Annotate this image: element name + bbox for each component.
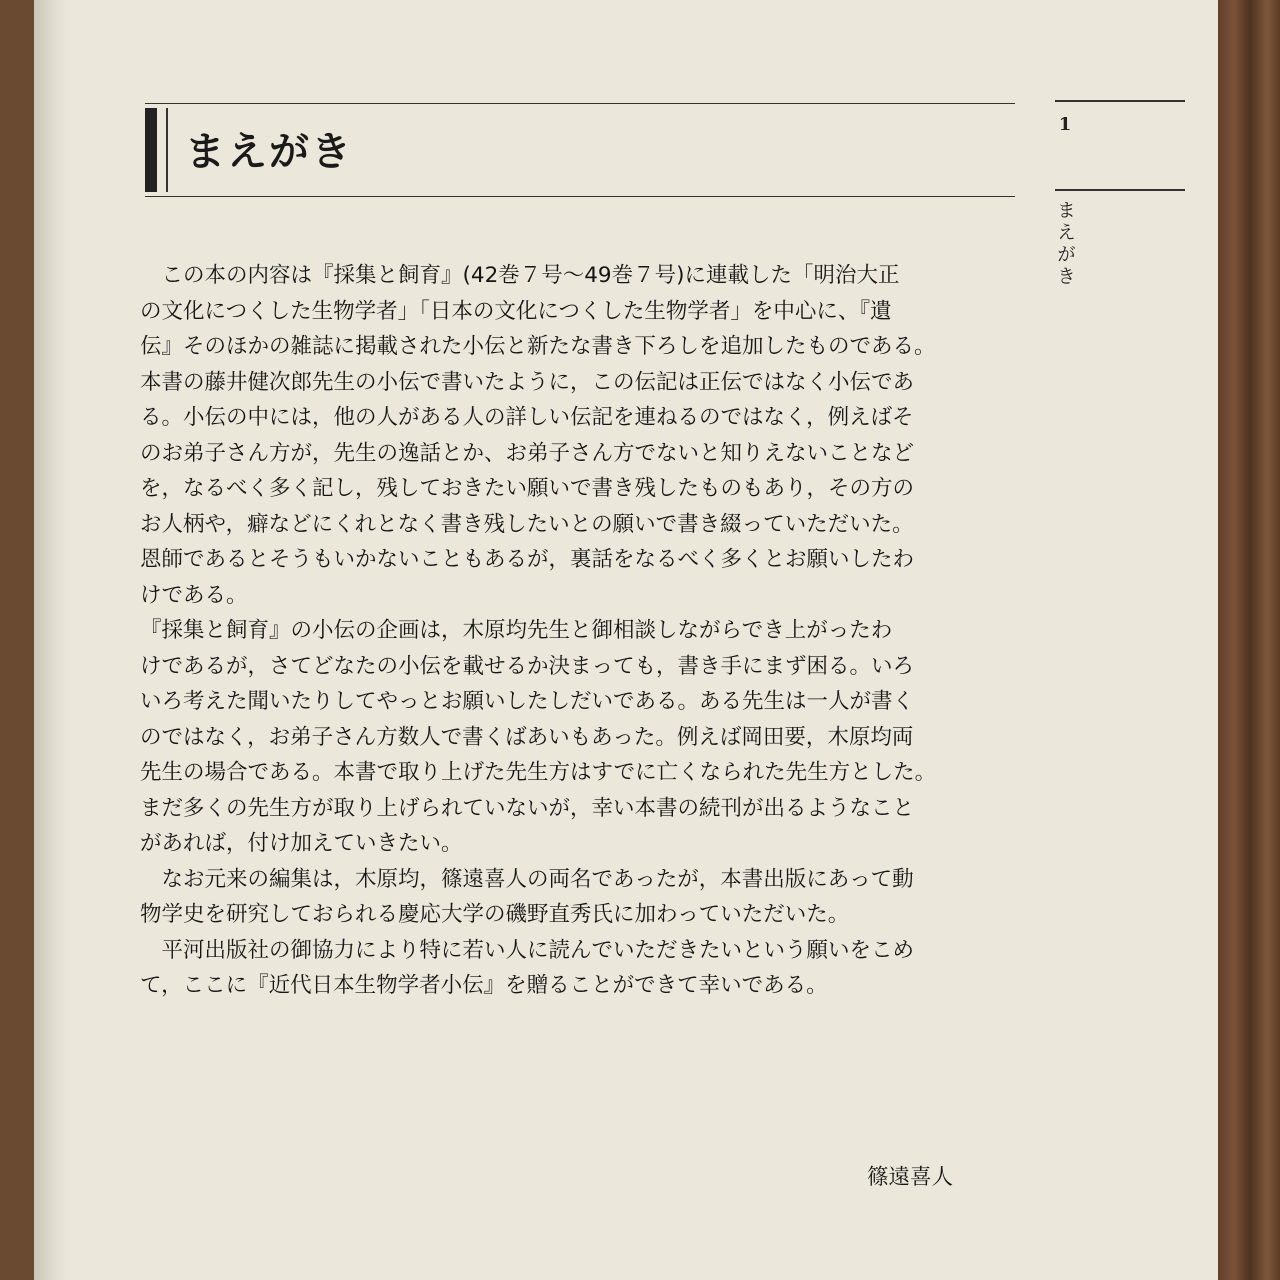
text-line: 『採集と飼育』の小伝の企画は，木原均先生と御相談しながらでき上がったわ [140,618,893,643]
heading-bar [145,108,157,192]
side-tab-middle-rule [1055,189,1185,191]
text-line: お人柄や，癖などにくれとなく書き残したいとの願いで書き綴っていただいた。 [140,511,914,537]
author-name: 篠遠喜人 [867,1165,954,1190]
text-line: て，ここに『近代日本生物学者小伝』を贈ることができて幸いである。 [140,973,828,998]
text-line: 物学史を研究しておられる慶応大学の磯野直秀氏に加わっていただいた。 [140,902,850,927]
text-line: この本の内容は『採集と飼育』(42巻７号～49巻７号)に連載した「明治大正 [140,263,900,288]
page-title: まえがき [185,128,353,175]
text-line: のではなく，お弟子さん方数人で書くばあいもあった。例えば岡田要，木原均両 [140,724,914,750]
side-tab-top-rule [1055,100,1185,102]
text-line: る。小伝の中には，他の人がある人の詳しい伝記を連ねるのではなく，例えばそ [140,405,914,430]
text-line: まだ多くの先生方が取り上げられていないが，幸い本書の続刊が出るようなこと [140,795,915,821]
text-line: 本書の藤井健次郎先生の小伝で書いたように，この伝記は正伝ではなく小伝であ [140,369,915,395]
running-head: まえがき [1054,200,1076,288]
text-line: 平河出版社の御協力により特に若い人に読んでいただきたいという願いをこめ [140,937,915,963]
page-number: 1 [1058,114,1072,135]
body-text [140,258,1020,1004]
wood-background [1214,0,1280,1280]
text-line: の文化につくした生物学者」「日本の文化につくした生物学者」を中心に、『遺 [140,298,892,324]
text-line: けであるが，さてどなたの小伝を載せるか決まっても，書き手にまず困る。いろ [140,653,915,679]
heading-rule [166,108,168,192]
page-gutter-shadow [34,0,70,1280]
text-line: のお弟子さん方が，先生の逸話とか、お弟子さん方でないと知りえないことなど [140,440,915,466]
text-line: けである。 [140,582,248,608]
text-line: なお元来の編集は，木原均，篠遠喜人の両名であったが，本書出版にあって動 [140,866,914,892]
text-line: 恩師であるとそうもいかないこともあるが，裏話をなるべく多くとお願いしたわ [140,547,915,572]
text-line: 先生の場合である。本書で取り上げた先生方はすでに亡くなられた先生方とした。 [140,760,937,785]
text-line: いろ考えた聞いたりしてやっとお願いしたしだいである。ある先生は一人が書く [140,689,915,714]
text-line: があれば，付け加えていきたい。 [140,831,463,856]
text-line: 伝』そのほかの雑誌に掲載された小伝と新たな書き下ろしを追加したものである。 [140,334,936,359]
text-line: を，なるべく多く記し，残しておきたい願いで書き残したものもあり，その方の [140,476,915,501]
